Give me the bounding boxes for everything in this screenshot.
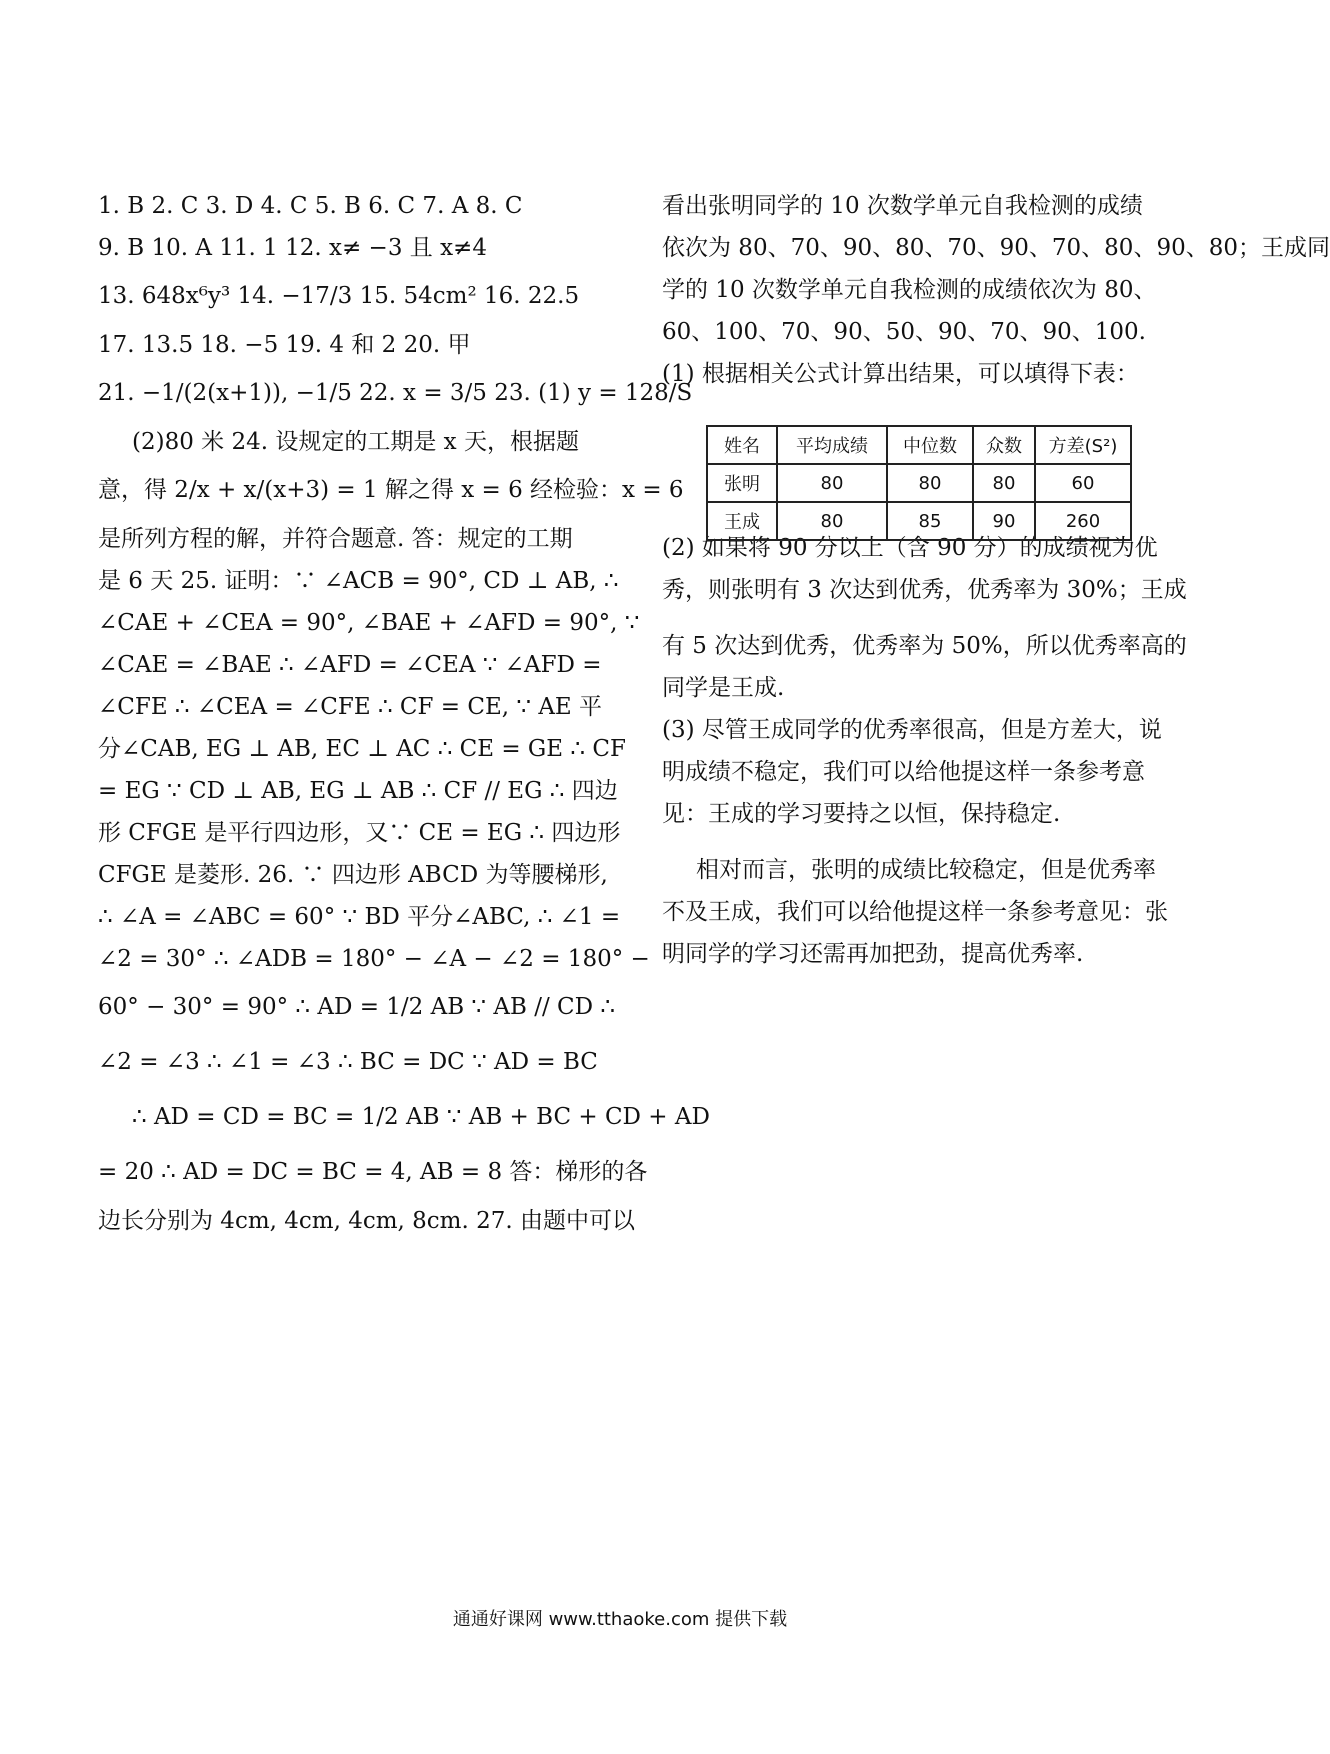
answer-line: 21. −1/(2(x+1)), −1/5 22. x = 3/5 23. (1) y = 128/S (98, 380, 693, 406)
left-answer-column (98, 185, 710, 1242)
answer-line: 相对而言，张明的成绩比较稳定，但是优秀率 (696, 857, 1156, 883)
table-cell: 260 (1035, 502, 1131, 540)
header-cell: 中位数 (887, 426, 973, 464)
answer-line: 形 CFGE 是平行四边形，又∵ CE = EG ∴ 四边形 (98, 820, 621, 846)
answer-line: 明成绩不稳定，我们可以给他提这样一条参考意 (662, 759, 1145, 785)
score-table (706, 425, 1132, 541)
answer-line: 17. 13.5 18. −5 19. 4 和 2 20. 甲 (98, 332, 471, 358)
answer-line: (1) 根据相关公式计算出结果，可以填得下表： (662, 361, 1139, 387)
answer-line: 学的 10 次数学单元自我检测的成绩依次为 80、 (662, 277, 1157, 303)
answer-line: 1. B 2. C 3. D 4. C 5. B 6. C 7. A 8. C (98, 193, 523, 219)
answer-line: 是所列方程的解，并符合题意. 答：规定的工期 (98, 526, 573, 552)
answer-line: 同学是王成. (662, 675, 785, 701)
right-answer-column (662, 185, 1330, 975)
answer-line: ∴ ∠A = ∠ABC = 60° ∵ BD 平分∠ABC, ∴ ∠1 = (98, 904, 621, 930)
answer-line: 见：王成的学习要持之以恒，保持稳定. (662, 801, 1061, 827)
answer-line: (2) 如果将 90 分以上（含 90 分）的成绩视为优 (662, 535, 1158, 561)
table-row (707, 502, 1131, 540)
table-header-row (707, 426, 1131, 464)
table-cell: 85 (887, 502, 973, 540)
answer-line: (3) 尽管王成同学的优秀率很高，但是方差大，说 (662, 717, 1162, 743)
table-cell: 90 (973, 502, 1035, 540)
header-cell: 平均成绩 (777, 426, 887, 464)
table-cell: 80 (973, 464, 1035, 502)
header-cell: 众数 (973, 426, 1035, 464)
table-cell: 张明 (707, 464, 777, 502)
answer-line: 秀，则张明有 3 次达到优秀，优秀率为 30%；王成 (662, 577, 1187, 603)
answer-line: 明同学的学习还需再加把劲，提高优秀率. (662, 941, 1084, 967)
answer-line: ∠CFE ∴ ∠CEA = ∠CFE ∴ CF = CE, ∵ AE 平 (98, 694, 603, 720)
answer-line: 意，得 2/x + x/(x+3) = 1 解之得 x = 6 经检验：x = 6 (98, 477, 684, 503)
table-cell: 60 (1035, 464, 1131, 502)
answer-line: 60° − 30° = 90° ∴ AD = 1/2 AB ∵ AB // CD ∴ (98, 994, 615, 1020)
table-cell: 80 (887, 464, 973, 502)
answer-line: 13. 648x⁶y³ 14. −17/3 15. 54cm² 16. 22.5 (98, 283, 580, 309)
answer-line: ∠2 = 30° ∴ ∠ADB = 180° − ∠A − ∠2 = 180° − (98, 946, 650, 972)
answer-line: 依次为 80、70、90、80、70、90、70、80、90、80；王成同 (662, 235, 1330, 261)
answer-line: 看出张明同学的 10 次数学单元自我检测的成绩 (662, 193, 1143, 219)
page-footer: 通通好课网 www.tthaoke.com 提供下载 (452, 1609, 788, 1630)
answer-line: (2)80 米 24. 设规定的工期是 x 天，根据题 (132, 429, 579, 455)
answer-line: 有 5 次达到优秀，优秀率为 50%，所以优秀率高的 (662, 633, 1187, 659)
answer-line: 分∠CAB, EG ⊥ AB, EC ⊥ AC ∴ CE = GE ∴ CF (98, 736, 626, 762)
header-cell: 姓名 (707, 426, 777, 464)
table-cell: 80 (777, 502, 887, 540)
answer-line: ∠CAE + ∠CEA = 90°, ∠BAE + ∠AFD = 90°, ∵ (98, 610, 640, 636)
answer-line: ∴ AD = CD = BC = 1/2 AB ∵ AB + BC + CD + AD (132, 1104, 710, 1130)
answer-line: ∠CAE = ∠BAE ∴ ∠AFD = ∠CEA ∵ ∠AFD = (98, 652, 602, 678)
answer-line: = 20 ∴ AD = DC = BC = 4, AB = 8 答：梯形的各 (98, 1159, 648, 1185)
answer-line: = EG ∵ CD ⊥ AB, EG ⊥ AB ∴ CF // EG ∴ 四边 (98, 778, 618, 804)
answer-line: 60、100、70、90、50、90、70、90、100. (662, 319, 1146, 345)
answer-line: CFGE 是菱形. 26. ∵ 四边形 ABCD 为等腰梯形, (98, 862, 608, 888)
table-cell: 王成 (707, 502, 777, 540)
table-row (707, 464, 1131, 502)
answer-line: 9. B 10. A 11. 1 12. x≠ −3 且 x≠4 (98, 235, 487, 261)
answer-line: 边长分别为 4cm, 4cm, 4cm, 8cm. 27. 由题中可以 (98, 1208, 635, 1234)
answer-line: 不及王成，我们可以给他提这样一条参考意见：张 (662, 899, 1168, 925)
answer-line: ∠2 = ∠3 ∴ ∠1 = ∠3 ∴ BC = DC ∵ AD = BC (98, 1049, 598, 1075)
table-cell: 80 (777, 464, 887, 502)
header-cell: 方差(S²) (1035, 426, 1131, 464)
answer-line: 是 6 天 25. 证明：∵ ∠ACB = 90°, CD ⊥ AB, ∴ (98, 568, 619, 594)
